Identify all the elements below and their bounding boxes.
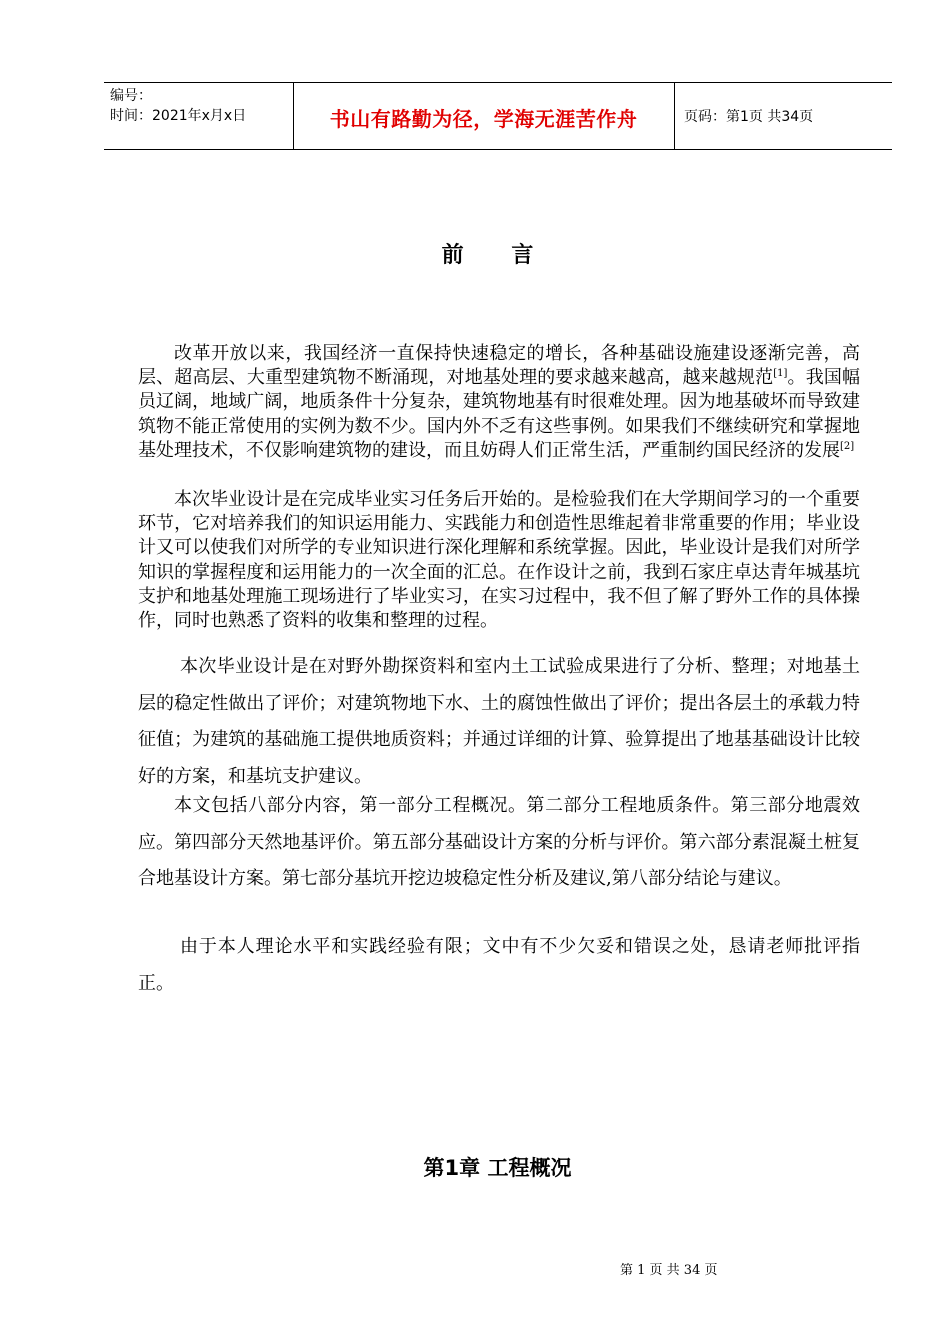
preface-paragraph-2 (138, 488, 860, 633)
preface-p3-text: 本次毕业设计是在对野外勘探资料和室内土工试验成果进行了分析、整理；对地基土层的稳定性做出了评价；对建筑物地下水、土的腐蚀性做出了评价；提出各层土的承载力特征值；为建筑的基础施工提供地质资料；并通过详细的计算、验算提出了地基基础设计比较好的方案，和基坑支护建议。 (138, 656, 860, 787)
header-number-label: 编号： (110, 88, 152, 104)
header-meta (110, 86, 246, 126)
preface-paragraph-4 (138, 788, 860, 898)
preface-p1-text-a: 改革开放以来，我国经济一直保持快速稳定的增长，各种基础设施建设逐渐完善，高层、超高层、大重型建筑物不断涌现，对地基处理的要求越来越高，越来越规范 (138, 343, 860, 389)
preface-paragraph-1 (138, 342, 860, 463)
header-bottom-rule (104, 149, 892, 150)
header-divider-right (674, 82, 675, 149)
preface-p4-text: 本文包括八部分内容，第一部分工程概况。第二部分工程地质条件。第三部分地震效应。第四部分天然地基评价。第五部分基础设计方案的分析与评价。第六部分素混凝土桩复合地基设计方案。第七部分基坑开挖边坡稳定性分析及建议,第八部分结论与建议。 (138, 795, 860, 889)
header-time-label: 时间：2021年x月x日 (110, 108, 247, 124)
header-motto: 书山有路勤为径，学海无涯苦作舟 (329, 107, 638, 131)
citation-2: [2] (840, 440, 855, 452)
citation-1: [1] (773, 368, 788, 380)
preface-p5-text: 由于本人理论水平和实践经验有限；文中有不少欠妥和错误之处，恳请老师批评指正。 (138, 936, 860, 994)
preface-title: 前 言 (441, 243, 554, 268)
preface-paragraph-5 (138, 929, 860, 1002)
chapter-1-title: 第1章 工程概况 (423, 1156, 572, 1180)
header-page-info: 页码：第1页 共34页 (684, 109, 814, 125)
header-top-rule (104, 82, 892, 83)
preface-p2-text: 本次毕业设计是在完成毕业实习任务后开始的。是检验我们在大学期间学习的一个重要环节，它对培养我们的知识运用能力、实践能力和创造性思维起着非常重要的作用；毕业设计又可以使我们对所学的专业知识进行深化理解和系统掌握。因此，毕业设计是我们对所学知识的掌握程度和运用能力的一次全面的汇总。在作设计之前，我到石家庄卓达青年城基坑支护和地基处理施工现场进行了毕业实习，在实习过程中，我不但了解了野外工作的具体操作，同时也熟悉了资料的收集和整理的过程。 (138, 489, 860, 632)
page-footer: 第 1 页 共 34 页 (620, 1263, 718, 1278)
preface-p1-text-b: 。我国幅员辽阔，地域广阔，地质条件十分复杂，建筑物地基有时很难处理。因为地基破坏而导致建筑物不能正常使用的实例为数不少。国内外不乏有这些事例。如果我们不继续研究和掌握地基处理技术，不仅影响建筑物的建设，而且妨碍人们正常生活，严重制约国民经济的发展 (138, 367, 861, 461)
preface-paragraph-3 (138, 649, 860, 795)
